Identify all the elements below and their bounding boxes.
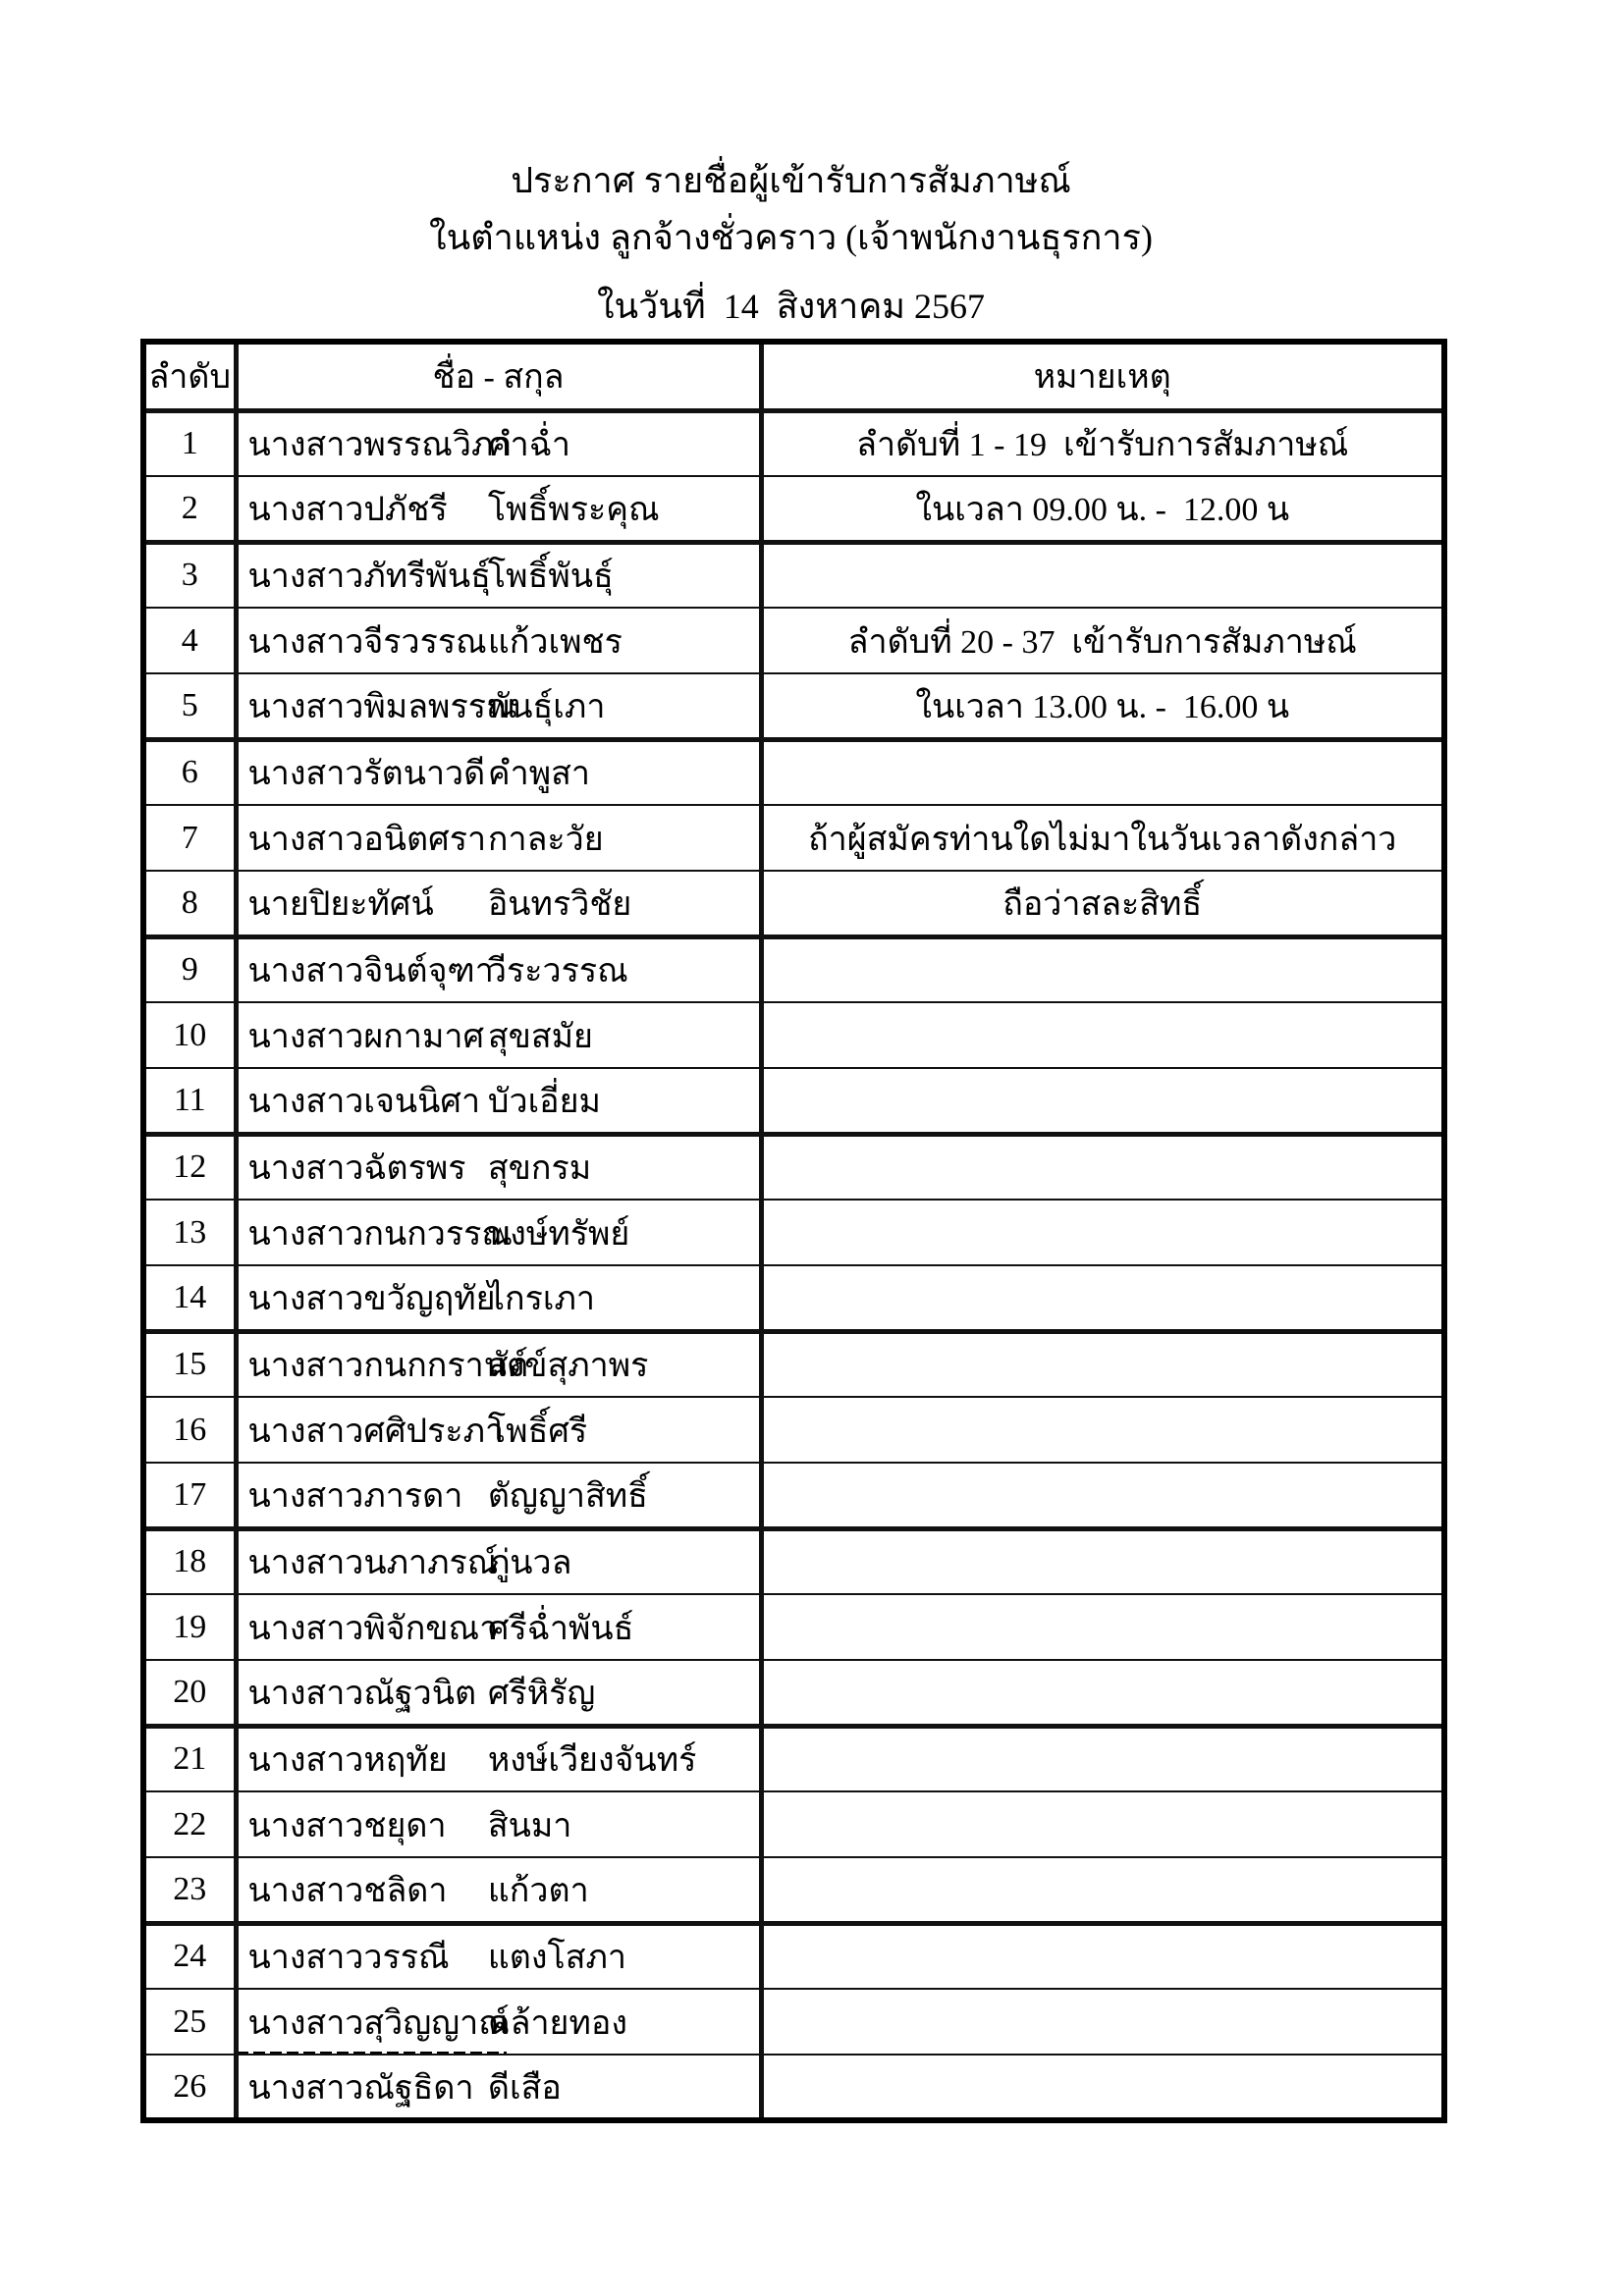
- table-row: [143, 1397, 1444, 1463]
- row-index: 6: [143, 739, 236, 805]
- row-remark: [761, 1923, 1444, 1989]
- row-index: 23: [143, 1857, 236, 1923]
- title-line-1: ประกาศ รายชื่อผู้เข้ารับการสัมภาษณ์: [511, 161, 1071, 200]
- row-name-cell: [236, 1660, 761, 1726]
- table-row: [143, 608, 1444, 673]
- table-row: [143, 1923, 1444, 1989]
- row-first-name: นางสาวณัฐธิดา: [247, 2069, 474, 2107]
- row-name-cell: [236, 1331, 761, 1397]
- row-name-cell: [236, 1528, 761, 1594]
- table-row: [143, 476, 1444, 542]
- row-last-name: คล้ายทอง: [487, 2004, 627, 2042]
- row-name-cell: [236, 608, 761, 673]
- table-row: [143, 1528, 1444, 1594]
- row-first-name: นางสาวชยุดา: [247, 1807, 447, 1844]
- row-last-name: บัวเอี่ยม: [487, 1083, 601, 1120]
- row-first-name: นางสาวจีรวรรณ: [247, 623, 487, 661]
- row-first-name: นางสาวอนิตศรา: [247, 821, 487, 858]
- row-index: 13: [143, 1200, 236, 1265]
- row-name-cell: [236, 476, 761, 542]
- row-first-name: นางสาวหฤทัย: [247, 1742, 448, 1780]
- row-first-name: นางสาวพิจักขณา: [247, 1610, 499, 1647]
- row-index: 1: [143, 410, 236, 476]
- row-last-name: ศรีฉ่ำพันธ์: [487, 1610, 634, 1647]
- row-remark: [761, 1528, 1444, 1594]
- header-name: ชื่อ - สกุล: [236, 342, 761, 410]
- table-row: [143, 1594, 1444, 1660]
- table-body: [143, 410, 1444, 2120]
- row-index: 18: [143, 1528, 236, 1594]
- row-name-cell: [236, 542, 761, 608]
- row-name-cell: [236, 871, 761, 936]
- table-row: [143, 673, 1444, 739]
- row-last-name: แก้วเพชร: [487, 623, 623, 661]
- row-last-name: หงษ์เวียงจันทร์: [487, 1742, 697, 1780]
- row-index: 7: [143, 805, 236, 871]
- row-name-cell: [236, 739, 761, 805]
- row-last-name: พันธุ์เภา: [487, 688, 606, 725]
- row-last-name: คำฉ่ำ: [487, 427, 570, 464]
- row-remark: ในเวลา 13.00 น. - 16.00 น: [761, 673, 1444, 739]
- row-first-name: นางสาวภารดา: [247, 1477, 463, 1515]
- row-last-name: สินมา: [487, 1807, 572, 1844]
- table-row: [143, 2055, 1444, 2120]
- table-row: [143, 739, 1444, 805]
- row-index: 16: [143, 1397, 236, 1463]
- row-index: 20: [143, 1660, 236, 1726]
- row-first-name: นางสาววรรณี: [247, 1940, 450, 1977]
- table-row: [143, 410, 1444, 476]
- row-name-cell: [236, 410, 761, 476]
- row-name-cell: [236, 2055, 761, 2120]
- row-remark: [761, 1726, 1444, 1791]
- row-index: 22: [143, 1791, 236, 1857]
- row-first-name: นางสาวกนกวรรณ: [247, 1215, 513, 1253]
- table-row: [143, 1989, 1444, 2055]
- row-remark: [761, 1594, 1444, 1660]
- row-index: 21: [143, 1726, 236, 1791]
- row-remark: [761, 2055, 1444, 2120]
- table-row: [143, 871, 1444, 936]
- row-first-name: นางสาวพิมลพรรณ: [247, 688, 517, 725]
- row-index: 15: [143, 1331, 236, 1397]
- row-index: 8: [143, 871, 236, 936]
- row-last-name: ดีเสือ: [487, 2069, 562, 2107]
- row-remark: [761, 1134, 1444, 1200]
- row-remark: [761, 1857, 1444, 1923]
- row-first-name: นางสาวณัฐวนิต: [247, 1675, 477, 1712]
- row-index: 4: [143, 608, 236, 673]
- row-last-name: กาละวัย: [487, 821, 604, 858]
- title-block: [140, 0, 1441, 330]
- row-remark: [761, 1068, 1444, 1134]
- row-name-cell: [236, 1791, 761, 1857]
- row-last-name: ไกรเภา: [487, 1280, 595, 1317]
- row-last-name: โพธิ์พันธุ์: [487, 559, 614, 596]
- row-index: 14: [143, 1265, 236, 1331]
- row-name-cell: [236, 1134, 761, 1200]
- header-index: ลำดับ: [143, 342, 236, 410]
- table-row: [143, 1134, 1444, 1200]
- row-name-cell: [236, 1397, 761, 1463]
- row-index: 25: [143, 1989, 236, 2055]
- row-name-cell: [236, 673, 761, 739]
- row-first-name: นางสาวขวัญฤทัย: [247, 1280, 496, 1317]
- row-remark: [761, 1265, 1444, 1331]
- row-name-cell: [236, 1857, 761, 1923]
- row-first-name: นางสาวฉัตรพร: [247, 1150, 466, 1188]
- table-row: [143, 936, 1444, 1002]
- table-row: [143, 1331, 1444, 1397]
- row-first-name: นางสาวรัตนาวดี: [247, 756, 486, 793]
- row-name-cell: [236, 1923, 761, 1989]
- row-name-cell: [236, 1594, 761, 1660]
- row-name-cell: [236, 1200, 761, 1265]
- row-remark: [761, 1791, 1444, 1857]
- row-remark: [761, 1660, 1444, 1726]
- row-name-cell: [236, 1726, 761, 1791]
- table-row: [143, 1068, 1444, 1134]
- row-last-name: คำพูสา: [487, 756, 590, 793]
- table-row: [143, 1791, 1444, 1857]
- row-remark: ถือว่าสละสิทธิ์: [761, 871, 1444, 936]
- row-first-name: นางสาวปภัชรี: [247, 491, 448, 528]
- row-last-name: สุขกรม: [487, 1150, 592, 1188]
- row-last-name: สุขสมัย: [487, 1018, 593, 1055]
- row-index: 24: [143, 1923, 236, 1989]
- row-first-name: นางสาวสุวิญญาณ์: [247, 2004, 510, 2042]
- row-name-cell: [236, 1265, 761, 1331]
- row-remark: [761, 1397, 1444, 1463]
- row-first-name: นางสาวชลิดา: [247, 1872, 448, 1909]
- row-remark: ถ้าผู้สมัครท่านใดไม่มาในวันเวลาดังกล่าว: [761, 805, 1444, 871]
- row-index: 11: [143, 1068, 236, 1134]
- row-last-name: ตัญญาสิทธิ์: [487, 1477, 648, 1515]
- table-row: [143, 1726, 1444, 1791]
- table-row: [143, 1660, 1444, 1726]
- row-name-cell: [236, 805, 761, 871]
- row-remark: [761, 1463, 1444, 1528]
- title-line-3: ในวันที่ 14 สิงหาคม 2567: [596, 287, 986, 326]
- row-remark: [761, 739, 1444, 805]
- row-remark: ลำดับที่ 1 - 19 เข้ารับการสัมภาษณ์: [761, 410, 1444, 476]
- row-last-name: ศรีหิรัญ: [487, 1675, 596, 1712]
- row-index: 17: [143, 1463, 236, 1528]
- row-last-name: สังข์สุภาพร: [487, 1348, 649, 1385]
- row-remark: [761, 936, 1444, 1002]
- table-row: [143, 1200, 1444, 1265]
- row-remark: ในเวลา 09.00 น. - 12.00 น: [761, 476, 1444, 542]
- row-index: 26: [143, 2055, 236, 2120]
- row-first-name: นางสาวเจนนิศา: [247, 1083, 481, 1120]
- row-last-name: แตงโสภา: [487, 1940, 627, 1977]
- interview-list-table: [140, 339, 1447, 2123]
- row-index: 3: [143, 542, 236, 608]
- row-first-name: นายปิยะทัศน์: [247, 885, 434, 923]
- row-first-name: นางสาวจินต์จุฑา: [247, 953, 494, 990]
- row-last-name: แก้วตา: [487, 1872, 589, 1909]
- table-row: [143, 805, 1444, 871]
- row-last-name: วีระวรรณ: [487, 953, 628, 990]
- row-remark: [761, 1989, 1444, 2055]
- row-index: 2: [143, 476, 236, 542]
- table-header: [143, 342, 1444, 410]
- row-index: 12: [143, 1134, 236, 1200]
- header-remark: หมายเหตุ: [761, 342, 1444, 410]
- row-first-name: นางสาวนภาภรณ์: [247, 1545, 499, 1582]
- row-last-name: อินทรวิชัย: [487, 885, 632, 923]
- row-index: 5: [143, 673, 236, 739]
- row-name-cell: [236, 1002, 761, 1068]
- table-header-row: [143, 342, 1444, 410]
- row-index: 10: [143, 1002, 236, 1068]
- table-row: [143, 542, 1444, 608]
- row-remark: [761, 1002, 1444, 1068]
- row-first-name: นางสาวศศิประภา: [247, 1413, 505, 1450]
- row-first-name: นางสาวผกามาศ: [247, 1018, 485, 1055]
- table-row: [143, 1265, 1444, 1331]
- row-remark: ลำดับที่ 20 - 37 เข้ารับการสัมภาษณ์: [761, 608, 1444, 673]
- table-row: [143, 1857, 1444, 1923]
- row-remark: [761, 1331, 1444, 1397]
- title-line-2: ในตำแหน่ง ลูกจ้างชั่วคราว (เจ้าพนักงานธุรการ): [429, 218, 1153, 257]
- row-name-cell: [236, 1989, 761, 2055]
- row-index: 19: [143, 1594, 236, 1660]
- table-row: [143, 1002, 1444, 1068]
- row-name-cell: [236, 1068, 761, 1134]
- row-first-name: นางสาวกนกกรานต์: [247, 1348, 529, 1385]
- table-row: [143, 1463, 1444, 1528]
- row-name-cell: [236, 1463, 761, 1528]
- row-last-name: โพธิ์พระคุณ: [487, 491, 660, 528]
- row-last-name: พงษ์ทรัพย์: [487, 1215, 630, 1253]
- row-remark: [761, 542, 1444, 608]
- row-first-name: นางสาวภัทรีพันธุ์: [247, 559, 491, 596]
- row-index: 9: [143, 936, 236, 1002]
- row-last-name: โพธิ์ศรี: [487, 1413, 588, 1450]
- row-remark: [761, 1200, 1444, 1265]
- row-name-cell: [236, 936, 761, 1002]
- row-first-name: นางสาวพรรณวิภา: [247, 427, 513, 464]
- row-last-name: ภู่นวล: [487, 1545, 572, 1582]
